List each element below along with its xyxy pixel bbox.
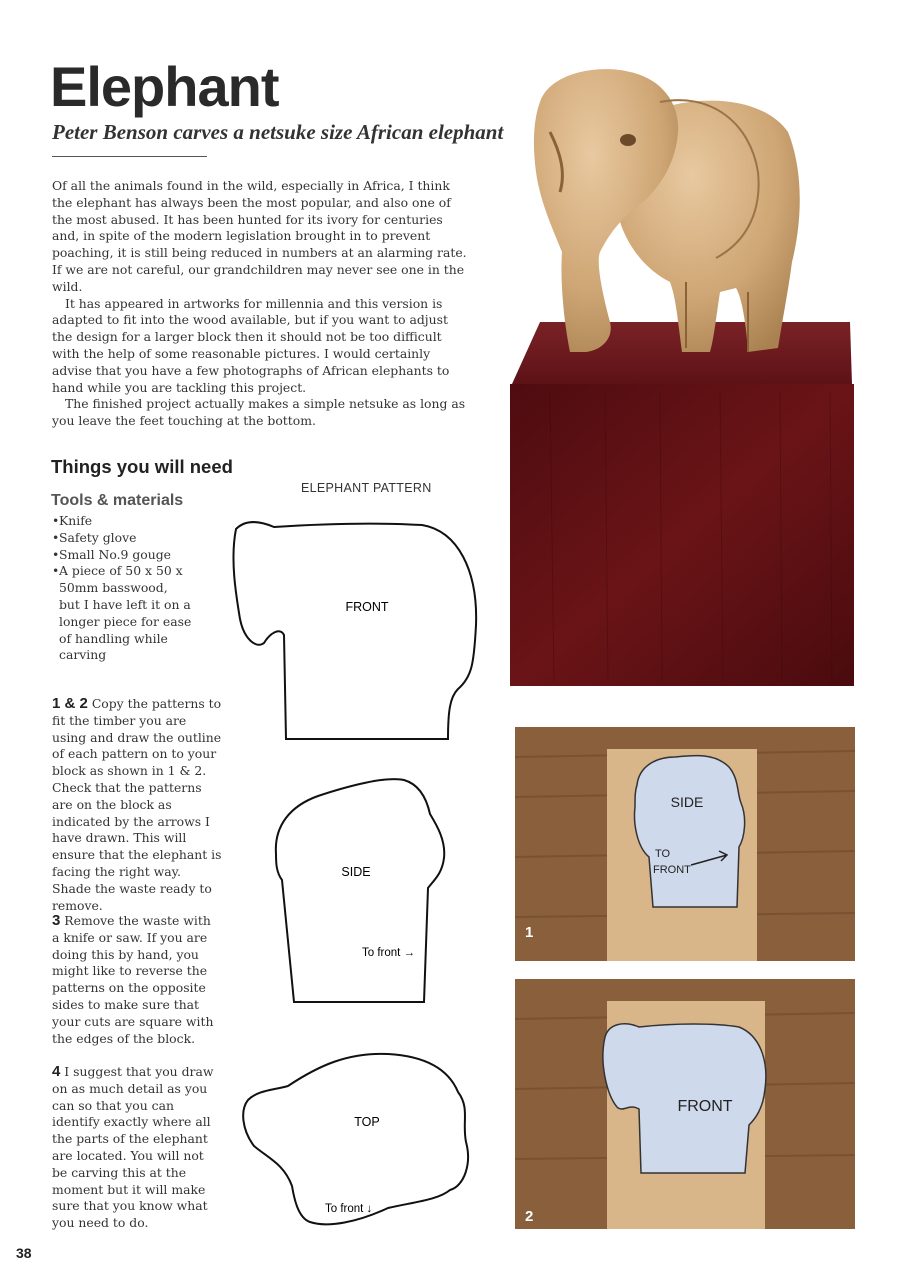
step-1-2 [52,696,222,914]
step-number: 4 [52,1063,61,1080]
side-pattern [268,772,448,1007]
top-pattern-outline [243,1054,468,1225]
front-pattern-outline [233,522,476,739]
list-item: • A piece of 50 x 50 x 50mm basswood, but I have left it on a longer piece for ease of handling while carving [52,563,192,664]
intro-paragraph: It has appeared in artworks for millennia and this version is adapted to fit into the wood available, but if you want to adjust the design for a larger block then it should not be too difficult with the help of some reasonable pictures. I would certainly advise that you have a few photographs of African elephants to hand while you are tackling this project. [52,295,450,395]
list-item: • Small No.9 gouge [52,547,192,564]
photo-1-number: 1 [525,924,534,941]
photo-2-number: 2 [525,1208,534,1225]
step-4 [52,1064,222,1232]
photo-1-card-note-line1: TO [655,848,671,860]
photo-2-card-label: FRONT [677,1098,733,1115]
tools-list [52,513,192,664]
things-needed-heading: Things you will need [51,456,233,477]
front-pattern-label: FRONT [345,600,389,614]
side-pattern-outline [276,779,444,1002]
pattern-title: ELEPHANT PATTERN [301,481,432,495]
page-number: 38 [16,1245,32,1261]
list-item: • Safety glove [52,530,192,547]
intro-paragraph: The finished project actually makes a simple netsuke as long as you leave the feet touching at the bottom. [52,396,466,429]
elephant-photo [510,62,854,686]
wood-block [510,384,854,686]
step-text: Copy the patterns to fit the timber you are using and draw the outline of each pattern on to your block as shown in 1 & 2. Check that the patterns are on the block as indicated by the arrows I have drawn. This will ensure that the elephant is facing the right way. Shade the waste ready to remove. [52,696,222,913]
article-subtitle: Peter Benson carves a netsuke size African elephant [52,120,504,144]
list-item: • Knife [52,513,192,530]
front-pattern [226,515,486,750]
intro-paragraph: Of all the animals found in the wild, especially in Africa, I think the elephant has always been the most popular, and also one of the most abused. It has been hunted for its ivory for centuries and, in spite of the modern legislation brought in to prevent poaching, it is still being reduced in numbers at an alarming rate. If we are not careful, our grandchildren may never see one in the wild. [52,178,467,294]
photo-1-card-label: SIDE [670,794,704,810]
photo-2 [515,979,855,1229]
top-pattern-note: To front ↓ [325,1203,373,1215]
title-divider [52,156,207,157]
top-pattern-label: TOP [354,1115,380,1129]
photo-1-card-note-line2: FRONT [653,864,691,876]
step-number: 3 [52,912,61,929]
step-text: Remove the waste with a knife or saw. If you are doing this by hand, you might like to reverse the patterns on the opposite sides to make sure that your cuts are square with the edges of the block. [52,913,214,1046]
intro-text [52,178,467,430]
article-title: Elephant [50,55,279,118]
tools-heading: Tools & materials [51,492,184,509]
top-pattern [238,1046,474,1236]
step-3 [52,913,222,1047]
side-card [635,756,745,907]
side-pattern-label: SIDE [341,865,371,879]
photo-1 [515,727,855,961]
side-pattern-note: To front → [362,947,416,959]
step-number: 1 & 2 [52,695,88,712]
step-text: I suggest that you draw on as much detail as you can so that you can identify exactly where all the parts of the elephant are located. You will not be carving this at the moment but it will make sure that you know what you need to do. [52,1064,214,1231]
